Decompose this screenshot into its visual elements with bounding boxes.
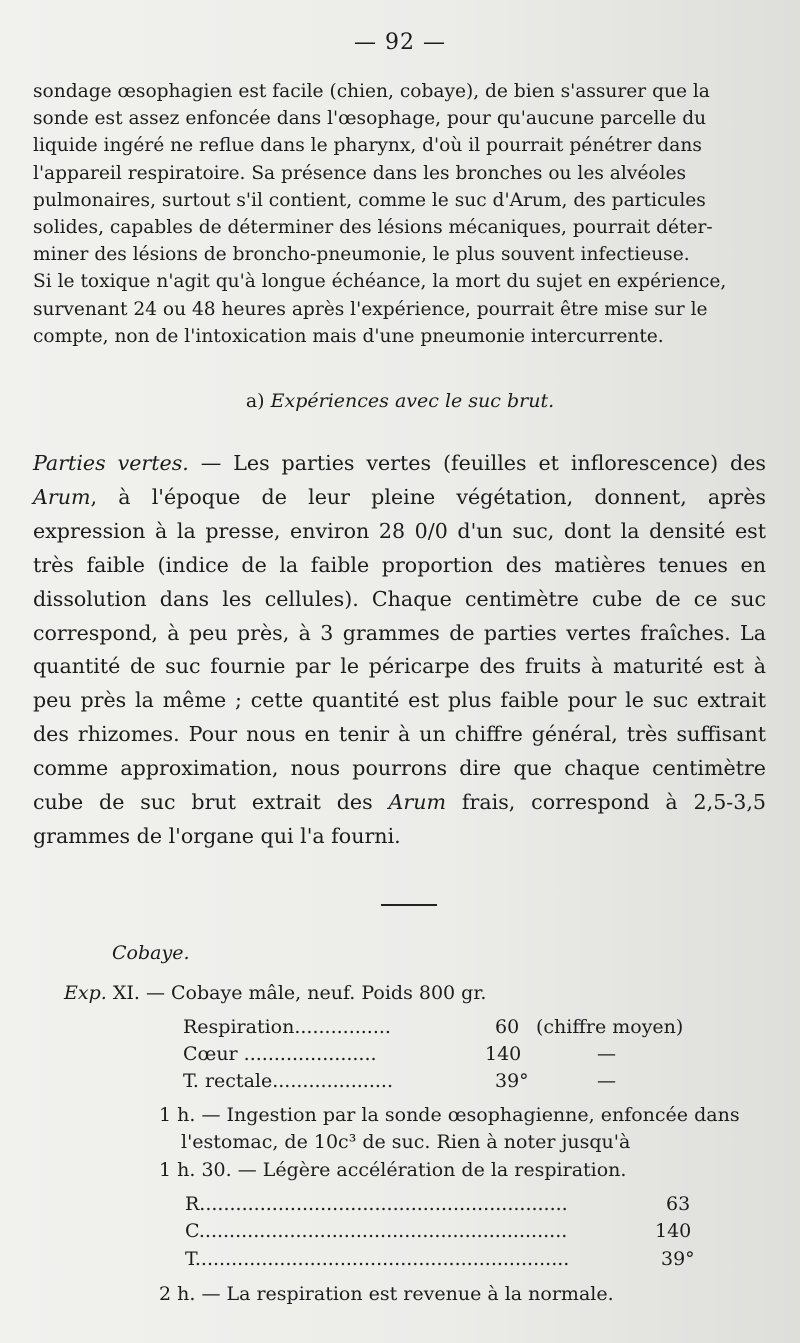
section-title: Expériences avec le suc brut. [270, 390, 555, 412]
intro-line: pulmonaires, surtout s'il contient, comme le suc d'Arum, des particules [33, 189, 706, 211]
section-heading [0, 390, 800, 412]
vital-value: 140 [485, 1043, 522, 1065]
experiment-description: XI. — Cobaye mâle, neuf. Poids 800 gr. [112, 982, 487, 1004]
entry-text: — La respiration est revenue à la normale. [201, 1283, 614, 1305]
reading-label: C............................................................. [185, 1220, 568, 1242]
intro-line: l'appareil respiratoire. Sa présence dans les bronches ou les alvéoles [33, 162, 687, 184]
intro-line: compte, non de l'intoxication mais d'une pneumonie intercurrente. [33, 325, 664, 347]
entry-time: 2 h. [159, 1283, 196, 1305]
intro-paragraph [33, 78, 755, 350]
section-prefix: a) [245, 390, 265, 412]
vital-row [183, 1016, 684, 1038]
intro-line: survenant 24 ou 48 heures après l'expérience, pourrait être mise sur le [33, 298, 708, 320]
genus-name: Arum [388, 790, 447, 815]
intro-line: miner des lésions de broncho-pneumonie, le plus souvent infectieuse. [33, 244, 690, 266]
timeline-entry [159, 1159, 626, 1181]
vital-label: Cœur ...................... [183, 1043, 377, 1065]
reading-row [185, 1248, 695, 1270]
entry-text: — Ingestion par la sonde œsophagienne, enfoncée dans [201, 1104, 740, 1126]
reading-value: 63 [666, 1193, 691, 1215]
intro-line: sonde est assez enfoncée dans l'œsophage, pour qu'aucune parcelle du [33, 108, 707, 130]
vital-value: 60 [495, 1016, 520, 1038]
entry-time: 1 h. [159, 1104, 196, 1126]
timeline-entry [159, 1104, 740, 1126]
reading-value: 140 [655, 1220, 692, 1242]
entry-text: — Légère accélération de la respiration. [237, 1159, 627, 1181]
intro-line: solides, capables de déterminer des lésions mécaniques, pourrait déter- [33, 217, 713, 239]
experiment-label: Exp. [64, 982, 107, 1004]
page-number: — 92 — [354, 30, 446, 55]
experiment-header [64, 982, 486, 1004]
reading-label: R............................................................. [185, 1193, 568, 1215]
vital-note: — [597, 1070, 616, 1092]
entry-time: 1 h. 30. [159, 1159, 232, 1181]
vital-value: 39° [495, 1070, 529, 1092]
vital-note: — [597, 1043, 616, 1065]
animal-subheading: Cobaye. [112, 942, 190, 964]
intro-line: sondage œsophagien est facile (chien, cobaye), de bien s'assurer que la [33, 81, 710, 102]
reading-row [185, 1193, 691, 1215]
vital-label: T. rectale.................... [183, 1070, 394, 1092]
paragraph-lead: Parties vertes. [33, 451, 189, 475]
paragraph-text: frais, correspond à 2,5-3,5 grammes de l'organe qui l'a fourni. [33, 790, 767, 848]
reading-row [185, 1220, 692, 1242]
reading-value: 39° [661, 1248, 695, 1270]
vital-note: (chiffre moyen) [536, 1016, 684, 1038]
timeline-entry [159, 1283, 614, 1305]
intro-line: Si le toxique n'agit qu'à longue échéance, la mort du sujet en expérience, [33, 271, 727, 293]
vital-row [183, 1070, 616, 1092]
timeline-continuation: l'estomac, de 10c³ de suc. Rien à noter jusqu'à [181, 1131, 631, 1153]
green-parts-paragraph [33, 447, 766, 854]
intro-line: liquide ingéré ne reflue dans le pharynx, d'où il pourrait pénétrer dans [33, 135, 702, 157]
vital-label: Respiration................ [183, 1016, 391, 1038]
section-divider [381, 904, 437, 906]
reading-label: T.............................................................. [185, 1248, 570, 1270]
paragraph-text: — Les parties vertes (feuilles et inflorescence) des [188, 451, 766, 475]
genus-name: Arum [33, 484, 91, 509]
vital-row [183, 1043, 616, 1065]
paragraph-text: , à l'époque de leur pleine végétation, donnent, après expression à la presse, environ 28 0/0 d'un suc, dont la densité est très faible (indice de la faible proportion des matières tenues en dissolution dans les cellules). Chaque centimètre cube de ce suc correspond, à peu près, à 3 grammes de parties vertes fraîches. La quantité de suc fournie par le péricarpe des fruits à maturité est à peu près la même ; cette quantité est plus faible pour le suc extrait des rhizomes. Pour nous en tenir à un chiffre général, très suffisant comme approximation, nous pourrons dire que chaque centimètre cube de suc brut extrait des [33, 484, 766, 815]
